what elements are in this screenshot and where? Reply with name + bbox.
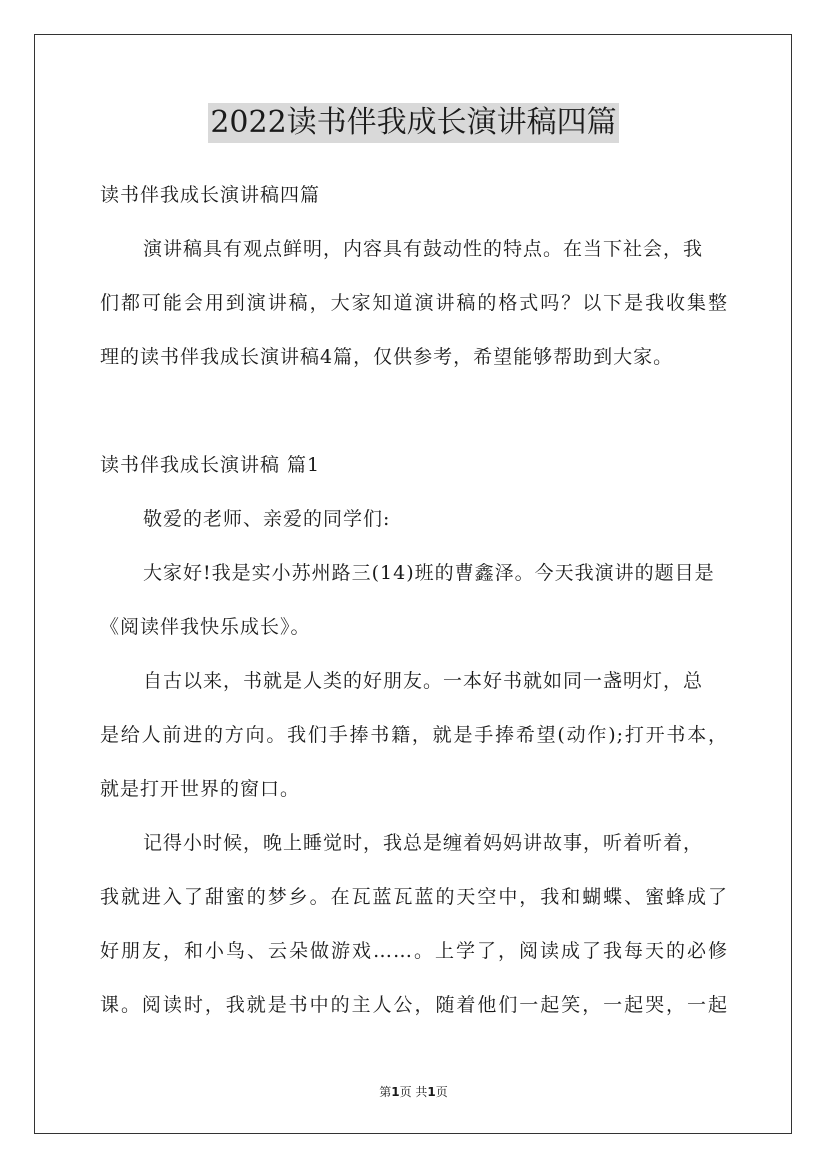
- para2-line-2: 是给人前进的方向。我们手捧书籍，就是手捧希望(动作);打开书本，: [100, 724, 728, 746]
- footer-page-prefix: 第: [379, 1085, 392, 1099]
- para2-line-3: 就是打开世界的窗口。: [100, 778, 301, 800]
- intro-line-3: 理的读书伴我成长演讲稿4篇，仅供参考，希望能够帮助到大家。: [100, 346, 674, 368]
- document-title: 2022读书伴我成长演讲稿四篇: [208, 103, 618, 143]
- footer-page-mid: 页 共: [399, 1085, 428, 1099]
- page-footer: [0, 1084, 827, 1100]
- title-container: [0, 103, 827, 143]
- section-heading: 读书伴我成长演讲稿 篇1: [100, 454, 321, 476]
- para3-line-1: 记得小时候，晚上睡觉时，我总是缠着妈妈讲故事，听着听着，: [143, 832, 704, 854]
- intro-line-2: 们都可能会用到演讲稿，大家知道演讲稿的格式吗？以下是我收集整: [100, 292, 728, 314]
- greeting-line: 敬爱的老师、亲爱的同学们:: [143, 508, 391, 530]
- footer-page-suffix: 页: [435, 1085, 448, 1099]
- intro-line-1: 演讲稿具有观点鲜明，内容具有鼓动性的特点。在当下社会，我: [143, 238, 704, 260]
- document-subtitle: 读书伴我成长演讲稿四篇: [100, 184, 321, 206]
- para3-line-4: 课。阅读时，我就是书中的主人公，随着他们一起笑，一起哭，一起: [100, 994, 728, 1016]
- para1-line-1: 大家好!我是实小苏州路三(14)班的曹鑫泽。今天我演讲的题目是: [143, 562, 715, 584]
- para3-line-2: 我就进入了甜蜜的梦乡。在瓦蓝瓦蓝的天空中，我和蝴蝶、蜜蜂成了: [100, 886, 728, 908]
- para2-line-1: 自古以来，书就是人类的好朋友。一本好书就如同一盏明灯，总: [143, 670, 704, 692]
- footer-page-total: 1: [427, 1085, 436, 1099]
- para1-line-2: 《阅读伴我快乐成长》。: [100, 616, 311, 638]
- footer-page-number: 1: [391, 1085, 400, 1099]
- para3-line-3: 好朋友，和小鸟、云朵做游戏……。上学了，阅读成了我每天的必修: [100, 940, 728, 962]
